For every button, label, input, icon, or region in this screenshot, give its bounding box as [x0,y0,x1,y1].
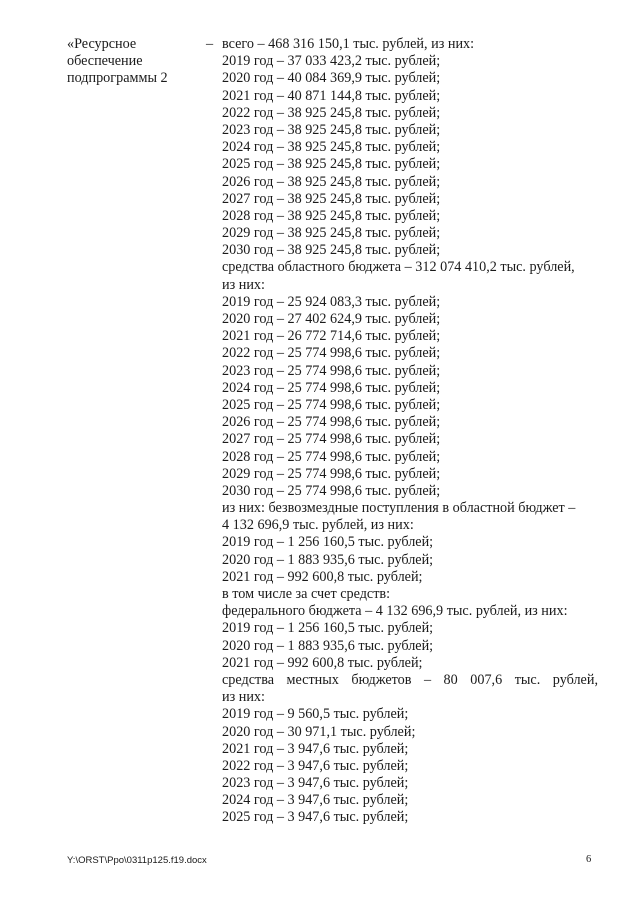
funding-line: 2029 год – 38 925 245,8 тыс. рублей; [222,225,441,242]
section-label-line: «Ресурсное [67,36,137,52]
funding-line: 2021 год – 992 600,8 тыс. рублей; [222,654,423,671]
funding-line: 2019 год – 9 560,5 тыс. рублей; [222,706,409,723]
funding-line: 2025 год – 38 925 245,8 тыс. рублей; [222,156,441,173]
funding-line: средства областного бюджета – 312 074 410,2 тыс. рублей, [222,259,575,276]
funding-line: 4 132 696,9 тыс. рублей, из них: [222,517,414,534]
funding-line: 2019 год – 25 924 083,3 тыс. рублей; [222,293,441,310]
section-label-line: подпрограммы 2 [67,70,168,87]
funding-line: из них: безвозмездные поступления в областной бюджет – [222,500,576,517]
funding-line: 2026 год – 25 774 998,6 тыс. рублей; [222,414,441,431]
funding-line: 2024 год – 38 925 245,8 тыс. рублей; [222,139,441,156]
funding-line: 2023 год – 25 774 998,6 тыс. рублей; [222,362,441,379]
funding-line: 2024 год – 3 947,6 тыс. рублей; [222,792,409,809]
funding-line: 2028 год – 25 774 998,6 тыс. рублей; [222,448,441,465]
funding-line: 2028 год – 38 925 245,8 тыс. рублей; [222,207,441,224]
funding-line: 2030 год – 25 774 998,6 тыс. рублей; [222,482,441,499]
funding-line: из них: [222,689,265,706]
funding-line: 2026 год – 38 925 245,8 тыс. рублей; [222,173,441,190]
funding-line: 2027 год – 38 925 245,8 тыс. рублей; [222,190,441,207]
funding-line: 2019 год – 1 256 160,5 тыс. рублей; [222,534,434,551]
funding-line: 2020 год – 1 883 935,6 тыс. рублей; [222,551,434,568]
funding-line: 2020 год – 30 971,1 тыс. рублей; [222,723,416,740]
funding-line: 2019 год – 1 256 160,5 тыс. рублей; [222,620,434,637]
funding-line: в том числе за счет средств: [222,586,391,602]
funding-line: 2023 год – 38 925 245,8 тыс. рублей; [222,121,441,138]
funding-line: из них: [222,276,265,293]
funding-line: федерального бюджета – 4 132 696,9 тыс. рублей, из них: [222,603,568,620]
funding-line: 2021 год – 26 772 714,6 тыс. рублей; [222,328,441,345]
funding-line: 2025 год – 25 774 998,6 тыс. рублей; [222,396,441,413]
funding-line: средства местных бюджетов – 80 007,6 тыс. рублей, [222,671,598,688]
funding-line: всего – 468 316 150,1 тыс. рублей, из них: [222,36,475,52]
funding-line: 2027 год – 25 774 998,6 тыс. рублей; [222,431,441,448]
funding-line: 2020 год – 40 084 369,9 тыс. рублей; [222,70,441,87]
funding-line: 2019 год – 37 033 423,2 тыс. рублей; [222,53,441,70]
funding-line: 2024 год – 25 774 998,6 тыс. рублей; [222,379,441,396]
funding-line: 2021 год – 992 600,8 тыс. рублей; [222,568,423,585]
label-dash: – [206,36,214,52]
funding-line: 2021 год – 40 871 144,8 тыс. рублей; [222,87,441,104]
funding-line: 2025 год – 3 947,6 тыс. рублей; [222,809,409,826]
funding-line: 2021 год – 3 947,6 тыс. рублей; [222,740,409,757]
section-label-line: обеспечение [67,53,143,70]
funding-line: 2029 год – 25 774 998,6 тыс. рублей; [222,465,441,482]
funding-line: 2020 год – 27 402 624,9 тыс. рублей; [222,311,441,327]
funding-line: 2022 год – 25 774 998,6 тыс. рублей; [222,345,441,362]
funding-line: 2020 год – 1 883 935,6 тыс. рублей; [222,637,434,654]
footer-file-path: Y:\ORST\Ppo\0311p125.f19.docx [67,855,207,866]
funding-text-block [222,36,598,827]
funding-line: 2023 год – 3 947,6 тыс. рублей; [222,775,409,792]
section-label [67,36,168,88]
page-number: 6 [586,854,592,865]
funding-line: 2030 год – 38 925 245,8 тыс. рублей; [222,242,441,259]
funding-line: 2022 год – 3 947,6 тыс. рублей; [222,757,409,774]
funding-line: 2022 год – 38 925 245,8 тыс. рублей; [222,104,441,121]
